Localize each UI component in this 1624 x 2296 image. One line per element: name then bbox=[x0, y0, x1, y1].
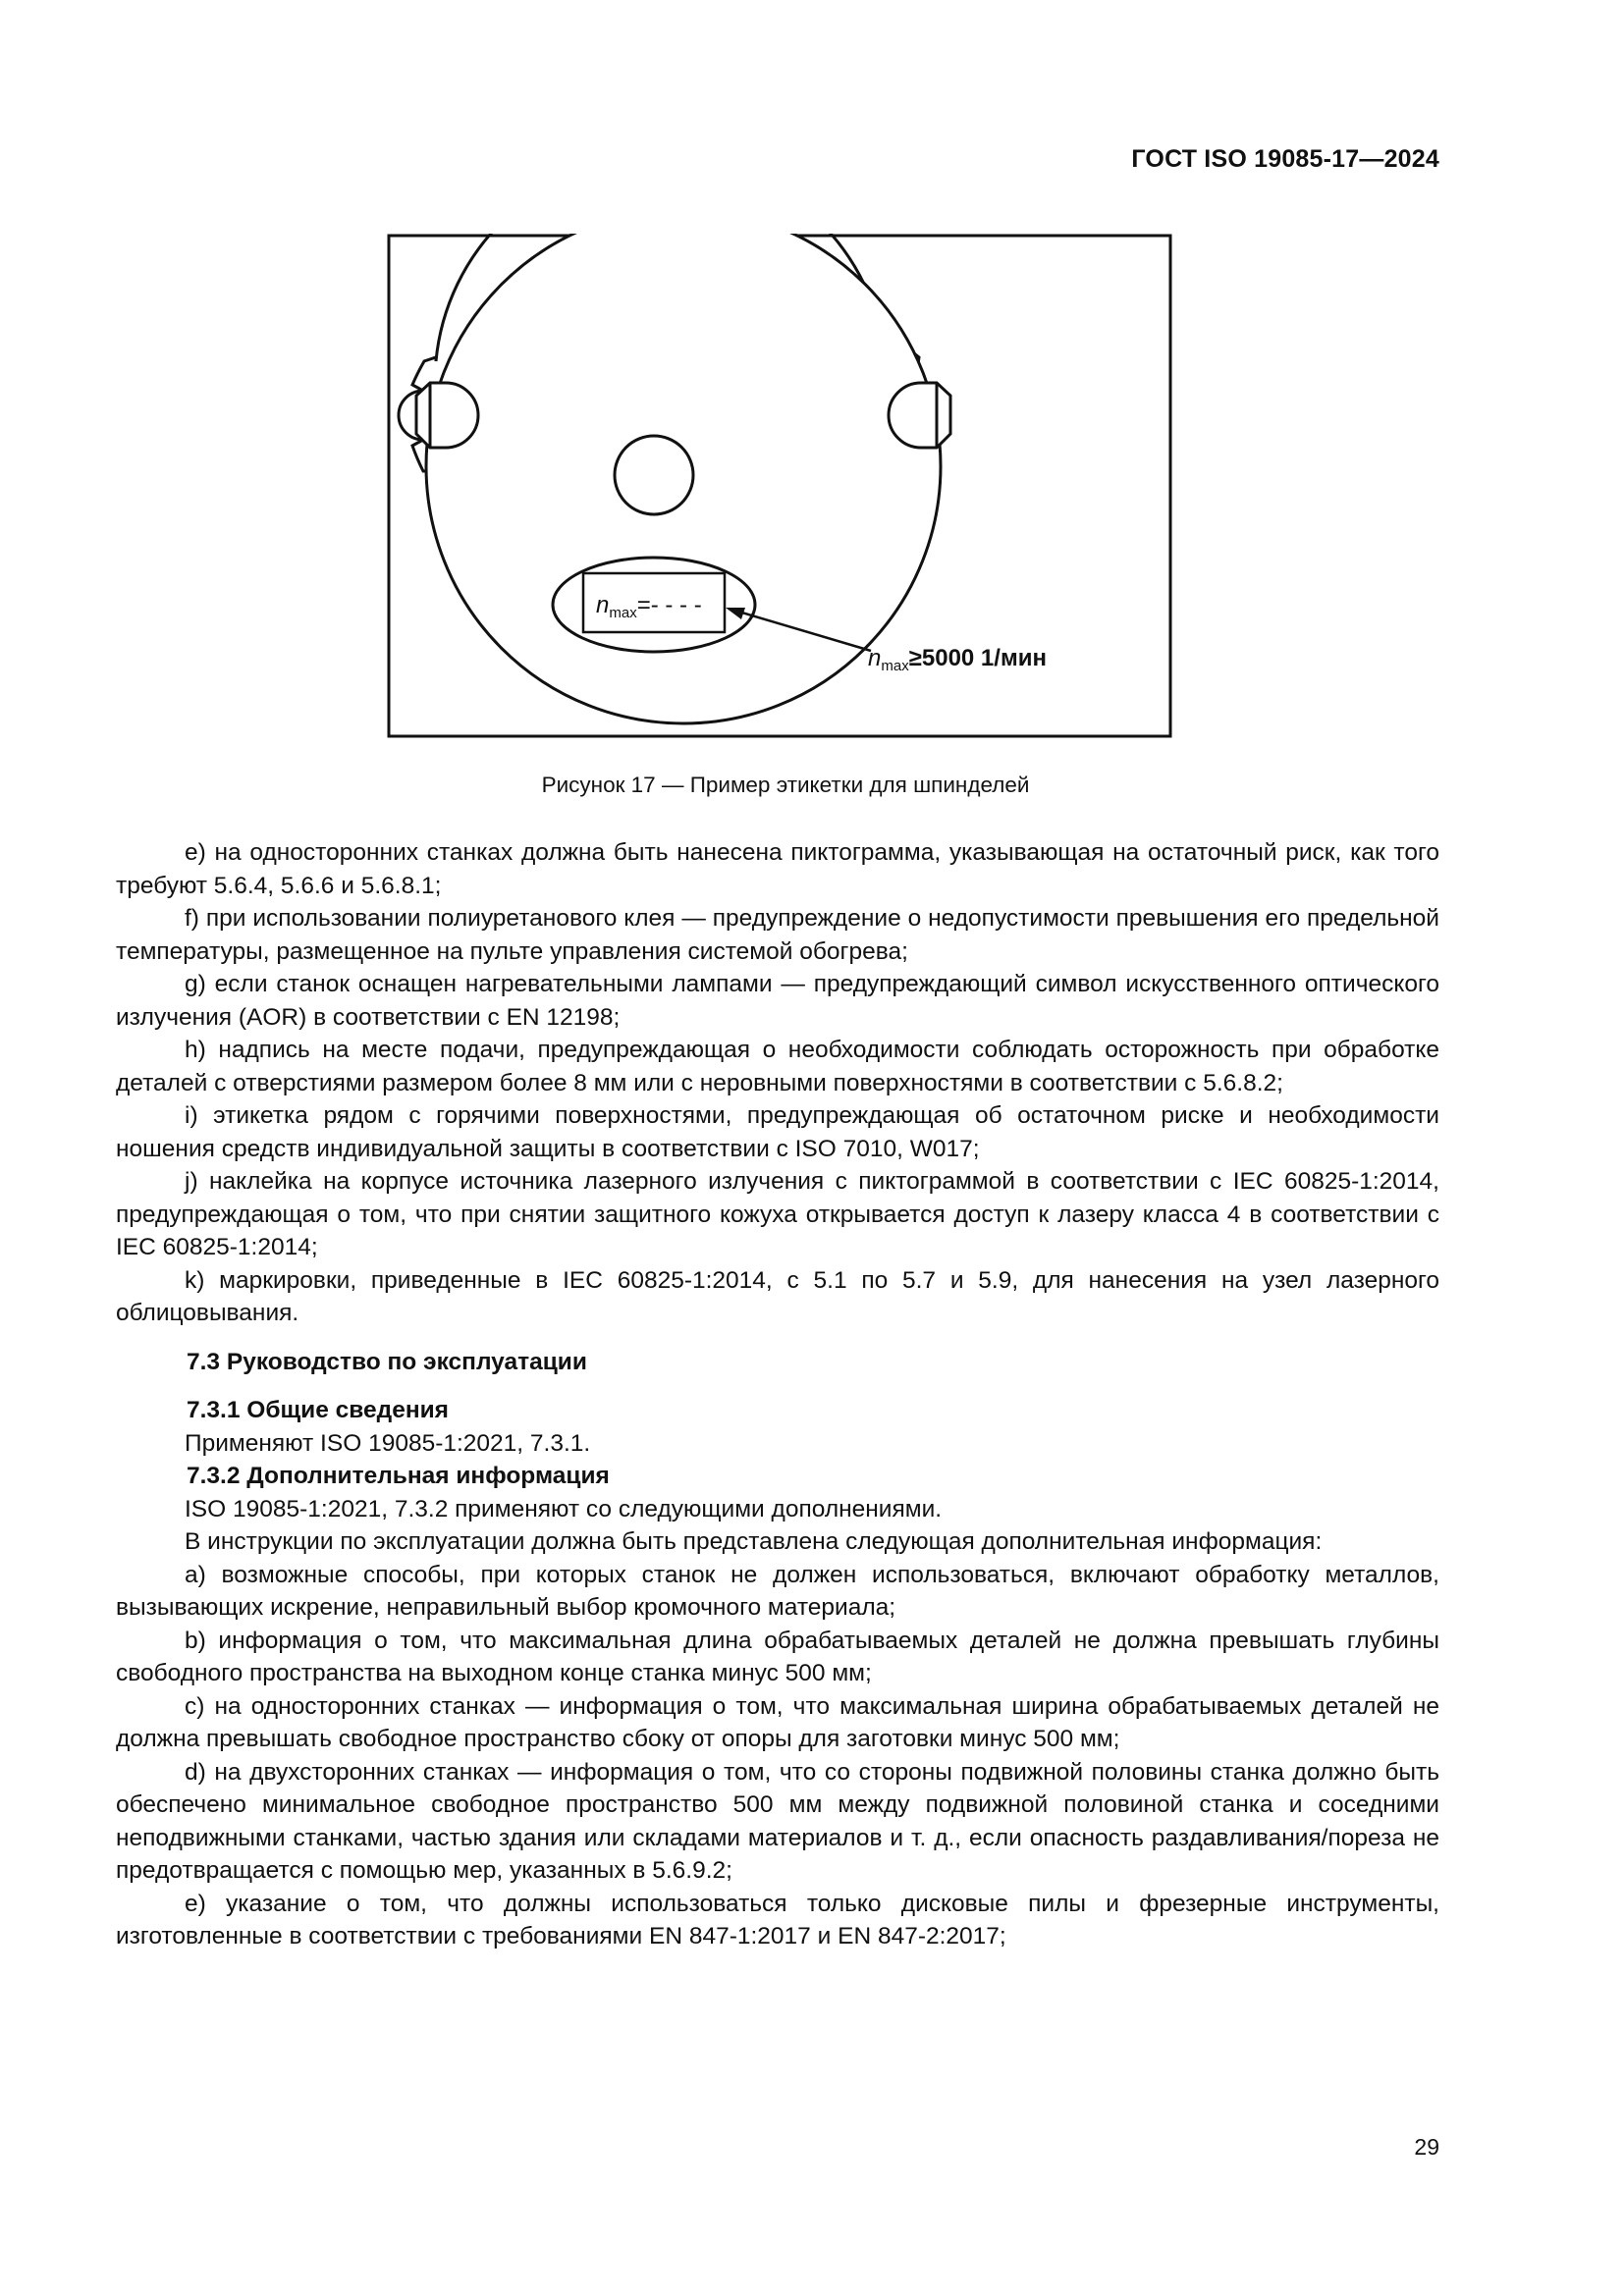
list-item: e) на односторонних станках должна быть нанесена пиктограмма, указывающая на остаточный риск, как того требуют 5.6.4, 5.6.6 и 5.6.8.1; bbox=[116, 839, 1439, 899]
section-heading-7-3: 7.3 Руководство по эксплуатации bbox=[187, 1348, 587, 1375]
figure-caption: Рисунок 17 — Пример этикетки для шпинделей bbox=[541, 773, 1030, 797]
label-nmax-text: $n_{max}=-$ - - - bbox=[596, 592, 702, 621]
subsection-heading-7-3-2: 7.3.2 Дополнительная информация bbox=[187, 1463, 610, 1489]
list-item: b) информация о том, что максимальная длина обрабатываемых деталей не должна превышать глубины свободного пространства на выходном конце станка минус 500 мм; bbox=[116, 1627, 1439, 1686]
figure-spindle-label bbox=[387, 234, 1172, 738]
paragraph: ISO 19085-1:2021, 7.3.2 применяют со следующими дополнениями. bbox=[185, 1495, 943, 1522]
list-item: e) указание о том, что должны использоваться только дисковые пилы и фрезерные инструменты, изготовленные в соответствии с требованиями EN 847-1:2017 и EN 847-2:2017; bbox=[116, 1890, 1439, 1949]
paragraph: В инструкции по эксплуатации должна быть представлена следующая дополнительная информация: bbox=[185, 1528, 1323, 1555]
subsection-heading-7-3-1: 7.3.1 Общие сведения bbox=[187, 1397, 449, 1423]
list-item: f) при использовании полиуретанового клея — предупреждение о недопустимости превышения его предельной температуры, размещенное на пульте управления системой обогрева; bbox=[116, 905, 1439, 965]
callout-nmax-text: $n_{max}\ge 5000$ 1/мин bbox=[868, 645, 1047, 674]
list-item: d) на двухсторонних станках — информация о том, что со стороны подвижной половины станка должно быть обеспечено минимальное свободное пространство 500 мм между подвижной половиной станка и соседними неподвижными станками, частью здания или складами материалов и т. д., если опасность раздавливания/пореза не предотвращается с помощью мер, указанных в 5.6.9.2; bbox=[116, 1758, 1439, 1884]
list-item: j) наклейка на корпусе источника лазерного излучения с пиктограммой в соответствии с IEC 60825-1:2014, предупреждающая о том, что при снятии защитного кожуха открывается доступ к лазеру класса 4 в соответствии с IEC 60825-1:2014; bbox=[116, 1168, 1439, 1260]
list-item: c) на односторонних станках — информация о том, что максимальная ширина обрабатываемых деталей не должна превышать свободное пространство сбоку от опоры для заготовки минус 500 мм; bbox=[116, 1692, 1439, 1752]
document-header: ГОСТ ISO 19085-17—2024 bbox=[1131, 145, 1439, 173]
list-item: k) маркировки, приведенные в IEC 60825-1:2014, с 5.1 по 5.7 и 5.9, для нанесения на узел лазерного облицовывания. bbox=[116, 1266, 1439, 1326]
list-item: a) возможные способы, при которых станок не должен использоваться, включают обработку металлов, вызывающих искрение, неправильный выбор кромочного материала; bbox=[116, 1561, 1439, 1621]
page-number: 29 bbox=[1414, 2134, 1439, 2160]
list-item: h) надпись на месте подачи, предупреждающая о необходимости соблюдать осторожность при обработке деталей с отверстиями размером более 8 мм или с неровными поверхностями в соответствии с 5.6.8.2; bbox=[116, 1037, 1439, 1096]
document-body bbox=[116, 836, 1439, 1953]
paragraph: Применяют ISO 19085-1:2021, 7.3.1. bbox=[185, 1429, 591, 1457]
list-item: i) этикетка рядом с горячими поверхностями, предупреждающая об остаточном риске и необходимости ношения средств индивидуальной защиты в соответствии с ISO 7010, W017; bbox=[116, 1102, 1439, 1162]
list-item: g) если станок оснащен нагревательными лампами — предупреждающий символ искусственного оптического излучения (AOR) в соответствии с EN 12198; bbox=[116, 971, 1439, 1031]
